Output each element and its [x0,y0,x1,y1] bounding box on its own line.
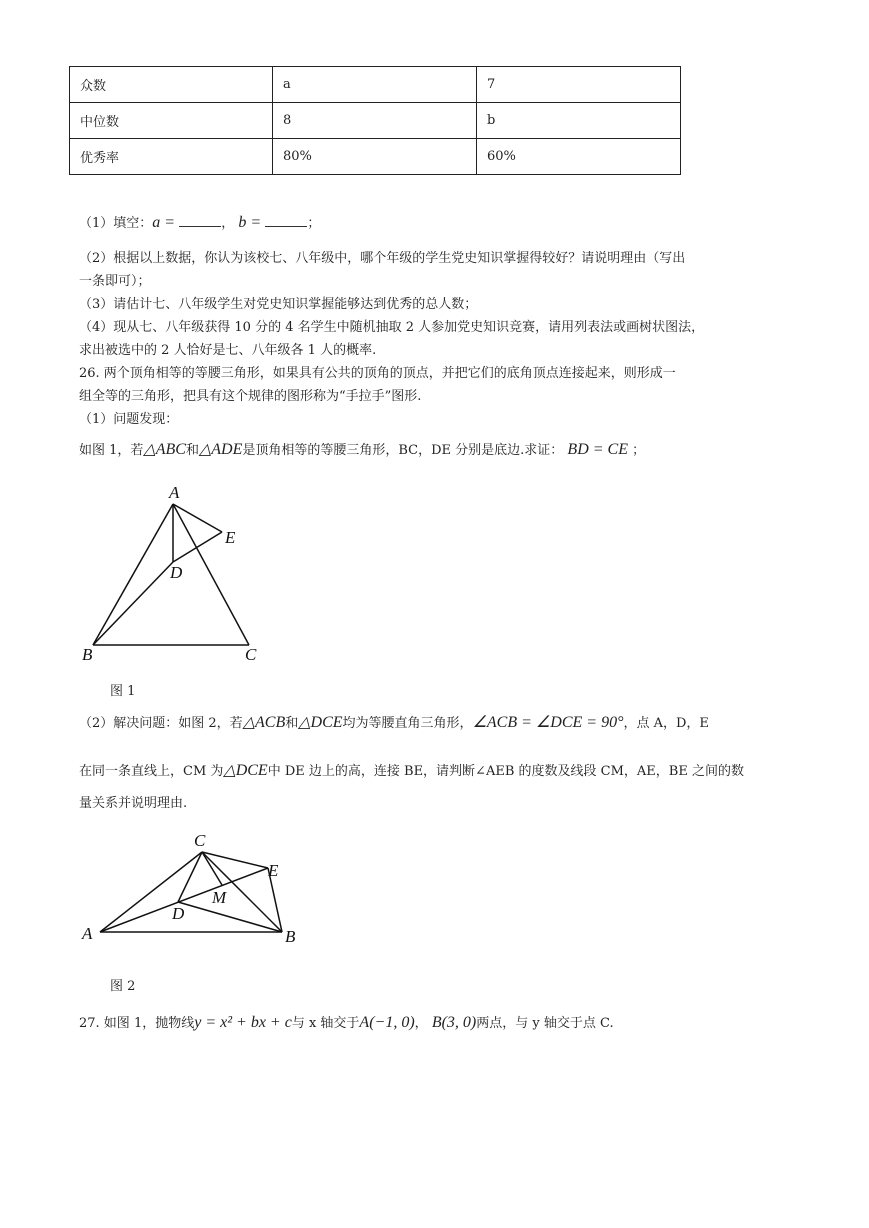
table-row [70,103,681,139]
q25-part4-line1: （4）现从七、八年级获得 10 分的 4 名学生中随机抽取 2 人参加党史知识竞赛，请用列表法或画树状图法， [79,320,705,335]
q26-intro-line2: 组全等的三角形，把具有这个规律的图形称为“手拉手”图形. [79,389,422,404]
a-equals: a = [152,214,176,231]
text: 均为等腰直角三角形， [342,716,473,731]
figure-2-caption: 图 2 [110,979,136,994]
table-row [70,67,681,103]
segment-ac [100,852,202,932]
answer-blank-b[interactable] [265,214,307,227]
table-cell: 中位数 [70,103,273,139]
text: 如图 1，若 [79,443,144,458]
text: 中 DE 边上的高，连接 BE，请判断∠AEB 的度数及线段 CM，AE，BE 之间的数 [267,764,744,779]
table-row [70,139,681,175]
separator: ， [221,216,235,231]
label-c: C [245,645,257,664]
triangle-ade: △ADE [198,441,243,458]
q26-part2-line1 [79,712,709,732]
q26-intro-line1: 26. 两个顶角相等的等腰三角形，如果具有公共的顶角的顶点，并把它们的底角顶点连接起来，则形成一 [79,366,676,381]
bd-equals-ce: BD = CE [567,441,628,458]
text: 和 [285,716,299,731]
figure-1 [78,482,278,672]
figure-1-caption: 图 1 [110,684,136,699]
table-cell: 众数 [70,67,273,103]
table-cell: 8 [273,103,477,139]
answer-blank-a[interactable] [179,214,221,227]
q26-part2-line2 [79,760,744,780]
segment-ce [202,852,268,868]
q27-statement [79,1012,614,1032]
label-b: B [285,927,296,946]
triangle-acb: △ACB [242,714,286,731]
q25-part3: （3）请估计七、八年级学生对党史知识掌握能够达到优秀的总人数； [79,297,478,312]
q25-part1-prefix: （1）填空： [79,216,153,231]
label-b: B [82,645,93,664]
triangle-dce: △DCE [298,714,343,731]
q25-part2-line2: 一条即可）； [79,274,151,289]
point-b: B(3, 0) [431,1014,477,1031]
figure-2 [78,825,318,950]
segment-de [173,532,222,562]
parabola-equation: y = x² + bx + c [194,1014,292,1031]
q26-part1-statement [79,439,645,459]
table-cell: 60% [477,139,681,175]
label-a: A [82,924,93,943]
q26-part1-title: （1）问题发现： [79,412,179,427]
angle-equation: ∠ACB = ∠DCE = 90° [472,714,624,731]
label-m: M [212,888,227,907]
table-cell: a [273,67,477,103]
q25-part1-end: ； [307,216,321,231]
q25-part2-line1: （2）根据以上数据，你认为该校七、八年级中，哪个年级的学生党史知识掌握得较好？请说明理由（写出 [79,251,686,266]
label-a: A [169,483,180,502]
label-c: C [194,831,206,850]
text: 在同一条直线上，CM 为 [79,764,224,779]
text: 是顶角相等的等腰三角形，BC，DE 分别是底边.求证： [242,443,564,458]
text: 与 x 轴交于 [291,1016,360,1031]
label-e: E [225,528,236,547]
triangle-dce: △DCE [223,762,268,779]
table-cell: b [477,103,681,139]
q25-part4-line2: 求出被选中的 2 人恰好是七、八年级各 1 人的概率. [79,343,377,358]
table-cell: 优秀率 [70,139,273,175]
label-d: D [170,563,183,582]
text: 27. 如图 1，抛物线 [79,1016,195,1031]
text: ，点 A，D，E [623,716,709,731]
label-d: D [172,904,185,923]
text: 和 [185,443,199,458]
point-a: A(−1, 0) [359,1014,415,1031]
triangle-abc: △ABC [143,441,186,458]
separator: ， [414,1016,428,1031]
text: ； [632,443,646,458]
q25-part1 [79,212,320,232]
b-equals: b = [238,214,262,231]
text: （2）解决问题：如图 2，若 [79,716,243,731]
q26-part2-line3: 量关系并说明理由. [79,796,188,811]
statistics-table [69,66,681,175]
text: 两点，与 y 轴交于点 C. [476,1016,614,1031]
table-cell: 80% [273,139,477,175]
label-e: E [268,861,279,880]
table-cell: 7 [477,67,681,103]
